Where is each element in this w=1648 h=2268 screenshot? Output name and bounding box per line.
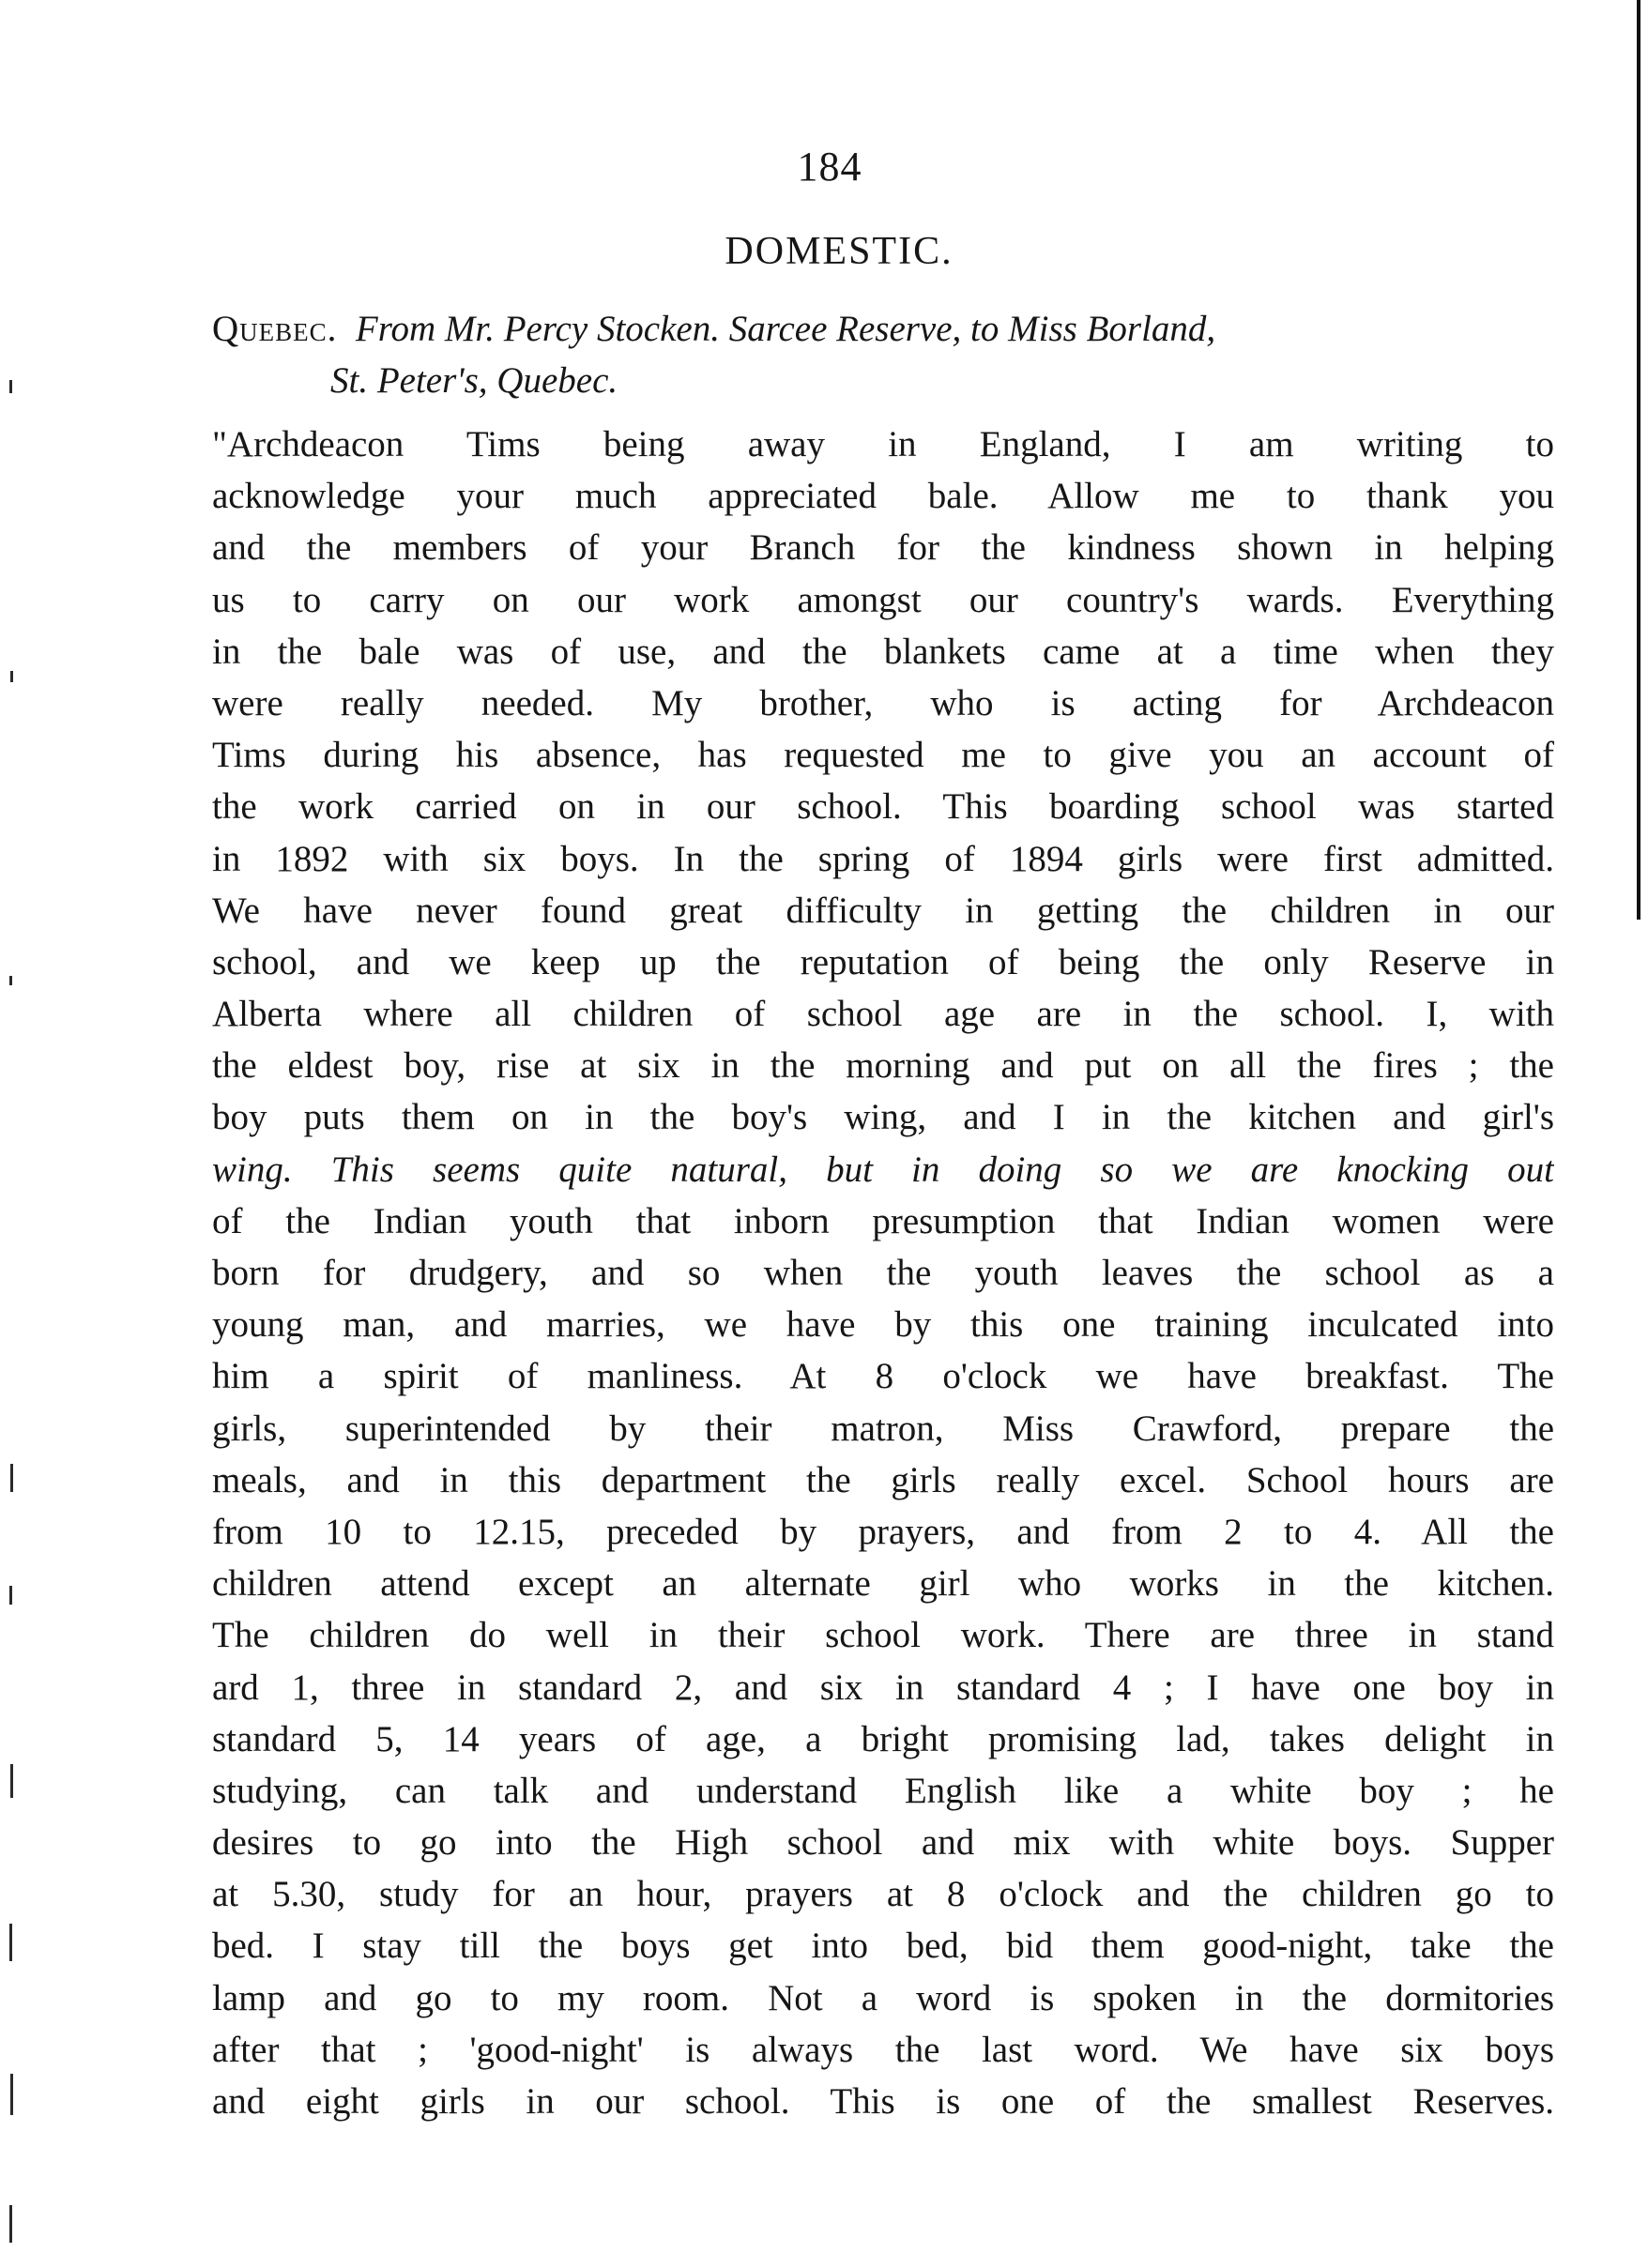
body-line: "Archdeacon Tims being away in England, I am writing to	[212, 424, 1554, 464]
body-line: after that ; 'good-night' is always the last word. We have six boys	[212, 2029, 1554, 2070]
body-line: in the bale was of use, and the blankets came at a time when they	[212, 631, 1554, 672]
body-line: him a spirit of manliness. At 8 o'clock we have breakfast. The	[212, 1356, 1554, 1397]
scan-speck	[9, 380, 12, 393]
body-line: children attend except an alternate girl who works in the kitchen.	[212, 1563, 1554, 1605]
body-line: acknowledge your much appreciated bale. Allow me to thank you	[212, 476, 1554, 517]
body-line: We have never found great difficulty in getting the children in our	[212, 890, 1554, 931]
body-line: at 5.30, study for an hour, prayers at 8 o'clock and the children go to	[212, 1874, 1554, 1915]
scan-speck	[10, 1764, 13, 1798]
body-line: ard 1, three in standard 2, and six in standard 4 ; I have one boy in	[212, 1667, 1554, 1708]
scan-speck	[9, 976, 12, 985]
italic-phrase: This seems quite natural, but in doing so we are knocking out	[292, 1149, 1554, 1190]
scan-speck	[10, 671, 13, 682]
letter-header	[212, 303, 1554, 406]
body-line: of the Indian youth that inborn presumption that Indian women were	[212, 1200, 1554, 1241]
from-line: From Mr. Percy Stocken. Sarcee Reserve, to Miss Borland,	[355, 309, 1216, 349]
place-label: Quebec.	[212, 309, 338, 349]
body-line: lamp and go to my room. Not a word is spoken in the dormitories	[212, 1977, 1554, 2018]
address-line: St. Peter's, Quebec.	[330, 360, 618, 401]
body-line: the eldest boy, rise at six in the morning and put on all the fires ; the	[212, 1045, 1554, 1087]
body-line: meals, and in this department the girls really excel. School hours are	[212, 1459, 1554, 1500]
body-line: and the members of your Branch for the kindness shown in helping	[212, 527, 1554, 569]
body-line: from 10 to 12.15, preceded by prayers, and from 2 to 4. All the	[212, 1511, 1554, 1552]
body-line: school, and we keep up the reputation of being the only Reserve in	[212, 941, 1554, 982]
body-line	[212, 1144, 1554, 1195]
italic-word: wing.	[212, 1149, 293, 1190]
section-heading: DOMESTIC.	[725, 230, 954, 273]
body-line: studying, can talk and understand English like a white boy ; he	[212, 1770, 1554, 1811]
body-line: desires to go into the High school and mix with white boys. Supper	[212, 1822, 1554, 1864]
scan-speck	[10, 2074, 13, 2115]
body-line: in 1892 with six boys. In the spring of 1894 girls were first admitted.	[212, 838, 1554, 879]
scan-speck	[9, 2205, 12, 2243]
scan-speck	[9, 1586, 12, 1605]
body-line: Alberta where all children of school age are in the school. I, with	[212, 994, 1554, 1035]
body-line: were really needed. My brother, who is acting for Archdeacon	[212, 682, 1554, 723]
page-number: 184	[797, 144, 862, 190]
body-line: girls, superintended by their matron, Miss Crawford, prepare the	[212, 1408, 1554, 1449]
body-line: young man, and marries, we have by this one training inculcated into	[212, 1304, 1554, 1346]
body-line: us to carry on our work amongst our country's wards. Everything	[212, 579, 1554, 620]
body-line: boy puts them on in the boy's wing, and I in the kitchen and girl's	[212, 1097, 1554, 1138]
body-line: The children do well in their school work. There are three in stand	[212, 1615, 1554, 1656]
body-line: Tims during his absence, has requested me to give you an account of	[212, 735, 1554, 776]
body-line: and eight girls in our school. This is one of the smallest Reserves.	[212, 2081, 1554, 2122]
scan-speck	[9, 1924, 12, 1961]
body-line: bed. I stay till the boys get into bed, bid them good-night, take the	[212, 1926, 1554, 1967]
body-line: the work carried on in our school. This boarding school was started	[212, 786, 1554, 828]
body-line: born for drudgery, and so when the youth leaves the school as a	[212, 1253, 1554, 1293]
scan-edge-shadow	[1637, 0, 1640, 920]
body-line: standard 5, 14 years of age, a bright promising lad, takes delight in	[212, 1718, 1554, 1759]
scan-speck	[10, 1464, 13, 1492]
letter-body	[212, 419, 1554, 2127]
